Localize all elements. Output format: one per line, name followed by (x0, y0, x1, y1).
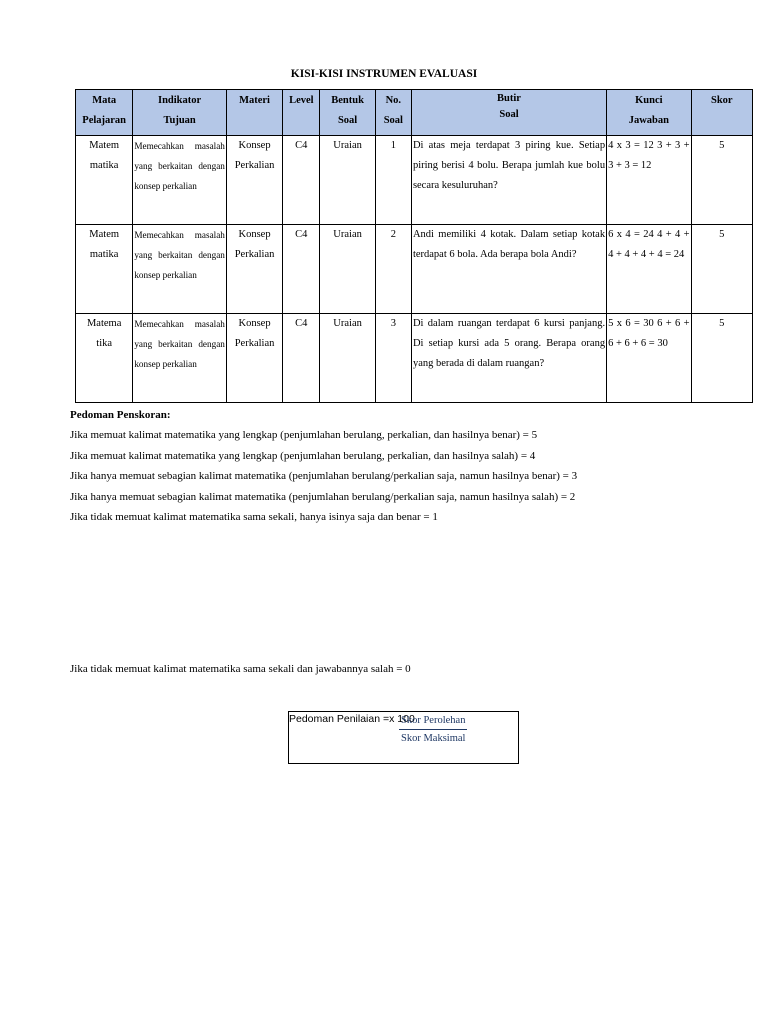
cell-materi: Konsep Perkalian (226, 314, 282, 403)
table-row (76, 136, 753, 225)
scoring-guide-heading: Pedoman Penskoran: (70, 409, 171, 421)
cell-mapel: Matem matika (76, 225, 133, 314)
cell-bentuk: Uraian (320, 136, 375, 225)
table-header-row (76, 90, 753, 136)
evaluation-grid-table (75, 89, 753, 403)
cell-butir: Di dalam ruangan terdapat 6 kursi panjang. Di setiap kursi ada 5 orang. Berapa orang yang berada di dalam ruangan? (411, 314, 606, 403)
cell-no: 2 (375, 225, 411, 314)
header-mata-pelajaran: Mata Pelajaran (76, 90, 133, 136)
document-title: KISI-KISI INSTRUMEN EVALUASI (290, 68, 478, 80)
cell-kunci: 6 x 4 = 24 4 + 4 + 4 + 4 + 4 + 4 = 24 (607, 225, 691, 314)
scoring-rule: Jika memuat kalimat matematika yang lengkap (penjumlahan berulang, perkalian, dan hasilnya benar) = 5 (70, 429, 538, 442)
cell-butir: Andi memiliki 4 kotak. Dalam setiap kotak terdapat 6 bola. Ada berapa bola Andi? (411, 225, 606, 314)
cell-kunci: 4 x 3 = 12 3 + 3 + 3 + 3 = 12 (607, 136, 691, 225)
scoring-rule: Jika memuat kalimat matematika yang lengkap (penjumlahan berulang, perkalian, dan hasilnya salah) = 4 (70, 449, 536, 462)
cell-skor: 5 (691, 136, 752, 225)
formula-numerator: Skor Perolehan (399, 715, 467, 730)
cell-skor: 5 (691, 225, 752, 314)
cell-indikator: Memecahkan masalah yang berkaitan dengan konsep perkalian (133, 136, 227, 225)
cell-no: 3 (375, 314, 411, 403)
table-row (76, 314, 753, 403)
cell-level: C4 (283, 136, 320, 225)
header-indikator-tujuan: Indikator Tujuan (133, 90, 227, 136)
cell-level: C4 (283, 314, 320, 403)
cell-skor: 5 (691, 314, 752, 403)
cell-mapel: Matema tika (76, 314, 133, 403)
cell-indikator: Memecahkan masalah yang berkaitan dengan konsep perkalian (133, 314, 227, 403)
scoring-guide (70, 405, 577, 527)
cell-mapel: Matem matika (76, 136, 133, 225)
cell-bentuk: Uraian (320, 314, 375, 403)
scoring-rule: Jika hanya memuat sebagian kalimat matematika (penjumlahan berulang/perkalian saja, namun hasilnya benar) = 3 (70, 470, 578, 483)
header-kunci-jawaban: Kunci Jawaban (607, 90, 691, 136)
cell-no: 1 (375, 136, 411, 225)
scoring-rule: Jika hanya memuat sebagian kalimat matematika (penjumlahan berulang/perkalian saja, namun hasilnya salah) = 2 (70, 490, 576, 503)
formula-box (288, 711, 519, 764)
cell-level: C4 (283, 225, 320, 314)
header-no-soal: No. Soal (375, 90, 411, 136)
cell-materi: Konsep Perkalian (226, 225, 282, 314)
formula-fraction (399, 715, 467, 744)
header-butir-soal: Butir Soal (411, 90, 606, 136)
header-skor: Skor (691, 90, 752, 136)
formula-label: Pedoman Penilaian =x 100 (289, 713, 415, 725)
cell-materi: Konsep Perkalian (226, 136, 282, 225)
cell-butir: Di atas meja terdapat 3 piring kue. Setiap piring berisi 4 bolu. Berapa jumlah kue bolu secara kesuluruhan? (411, 136, 606, 225)
cell-indikator: Memecahkan masalah yang berkaitan dengan konsep perkalian (133, 225, 227, 314)
header-level: Level (283, 90, 320, 136)
formula-denominator: Skor Maksimal (400, 733, 466, 744)
header-bentuk-soal: Bentuk Soal (320, 90, 375, 136)
scoring-rule-zero: Jika tidak memuat kalimat matematika sama sekali dan jawabannya salah = 0 (70, 663, 411, 675)
header-materi: Materi (226, 90, 282, 136)
cell-kunci: 5 x 6 = 30 6 + 6 + 6 + 6 + 6 = 30 (607, 314, 691, 403)
cell-bentuk: Uraian (320, 225, 375, 314)
scoring-rule: Jika tidak memuat kalimat matematika sama sekali, hanya isinya saja dan benar = 1 (70, 511, 438, 524)
table-row (76, 225, 753, 314)
